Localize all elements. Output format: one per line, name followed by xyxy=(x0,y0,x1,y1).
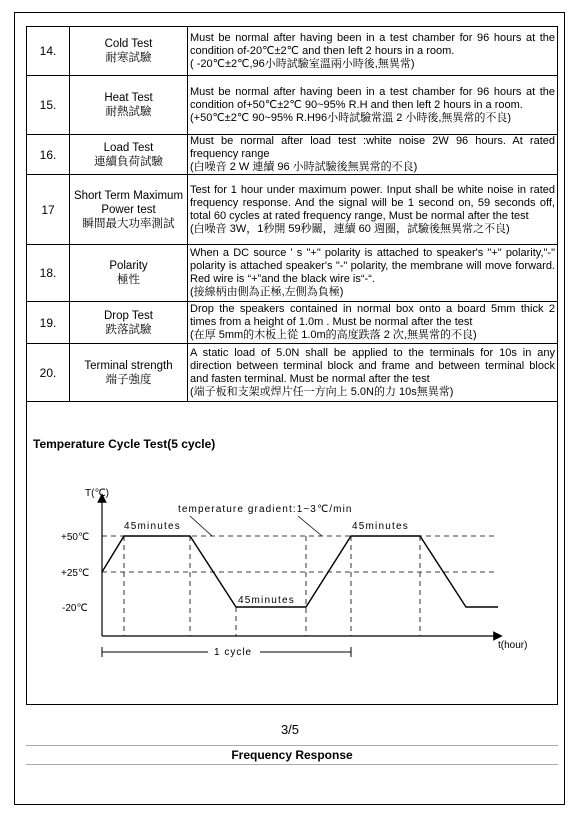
row-number: 17 xyxy=(27,175,70,245)
test-row xyxy=(27,135,558,175)
test-description-zh: (白噪音 2 W 連續 96 小時試驗後無異常的不良) xyxy=(190,161,418,173)
test-name-zh: 連續負荷試驗 xyxy=(94,155,163,168)
test-description-zh: ( -20℃±2℃,96小時試驗室溫兩小時後,無異常) xyxy=(190,57,415,70)
test-row xyxy=(27,175,558,245)
test-name-en: Terminal strength xyxy=(84,359,173,372)
test-description-en: When a DC source ' s "+" polarity is attached to speaker's "+" polarity,"-" polarity is attached speaker's "-" polarity, the membrane will move forward. Red wire is “+”and the black wire is“-“. xyxy=(190,247,555,285)
test-name-en: Drop Test xyxy=(103,309,153,322)
level-label-plus50: +50℃ xyxy=(61,532,90,543)
test-name xyxy=(70,344,188,402)
test-description xyxy=(188,76,558,135)
test-description xyxy=(188,175,558,245)
test-row xyxy=(27,344,558,402)
level-label-minus20: -20℃ xyxy=(62,603,88,614)
test-description xyxy=(188,344,558,402)
test-description-en: Must be normal after load test :white noise 2W 96 hours. At rated frequency range xyxy=(190,135,555,160)
test-description xyxy=(188,302,558,344)
test-description-zh: (在厚 5mm的木板上從 1.0m的高度跌落 2 次,無異常的不良) xyxy=(190,329,477,341)
test-description xyxy=(188,135,558,175)
test-name xyxy=(70,245,188,302)
gradient-pointer-left xyxy=(190,516,212,536)
gradient-pointer-right xyxy=(298,516,322,536)
test-name xyxy=(70,27,188,76)
test-name xyxy=(70,302,188,344)
test-description-en: Must be normal after having been in a test chamber for 96 hours at the condition of-20℃±2℃ and then left 2 hours in a room. xyxy=(190,31,555,57)
test-name-zh: 耐熱試驗 xyxy=(105,106,152,118)
row-number: 16. xyxy=(27,135,70,175)
test-name xyxy=(70,76,188,135)
temperature-cycle-diagram xyxy=(40,476,550,676)
temperature-profile-line xyxy=(102,536,498,607)
test-name-en: Cold Test xyxy=(104,38,153,50)
test-name-zh: 跌落試驗 xyxy=(105,323,152,336)
guide-lines xyxy=(102,536,498,636)
row-number: 20. xyxy=(27,344,70,402)
row-number: 18. xyxy=(27,245,70,302)
test-name-en: Polarity xyxy=(109,260,148,272)
temperature-cycle-title: Temperature Cycle Test(5 cycle) xyxy=(33,437,216,451)
test-name-zh: 耐寒試驗 xyxy=(105,52,152,64)
test-name xyxy=(70,135,188,175)
test-description xyxy=(188,27,558,76)
test-row xyxy=(27,76,558,135)
row-number: 19. xyxy=(27,302,70,344)
test-description-zh: (端子板和支架或焊片任一方向上 5.0N的力 10s無異常) xyxy=(190,385,454,398)
dwell-label-3: 45minutes xyxy=(352,521,409,532)
test-name-zh: 端子強度 xyxy=(105,373,152,386)
test-description-en: Test for 1 hour under maximum power. Input shall be white noise in rated frequency response. And the signal will be 1 second on, 59 seconds off, total 60 cycles at rated frequency range, Must be normal after the test xyxy=(190,183,555,222)
level-label-plus25: +25℃ xyxy=(61,568,90,579)
x-axis-label: t(hour) xyxy=(498,640,528,651)
section-title: Frequency Response xyxy=(26,745,558,765)
test-description-zh: (+50℃±2℃ 90~95% R.H96小時試驗常溫 2 小時後,無異常的不良) xyxy=(190,111,512,124)
row-number: 15. xyxy=(27,76,70,135)
dwell-label-2: 45minutes xyxy=(238,595,295,606)
test-row xyxy=(27,27,558,76)
test-spec-table xyxy=(26,26,558,402)
test-description-en: Must be normal after having been in a test chamber for 96 hours at the condition of+50℃±2℃ 90~95% R.H and then left 2 hours in a room. xyxy=(190,85,555,111)
test-description-zh: (白噪音 3W，1秒開 59秒關，連續 60 週圈，試驗後無異常之不良) xyxy=(190,222,510,235)
page-number: 3/5 xyxy=(280,722,300,737)
y-axis-label: T(℃) xyxy=(85,488,109,499)
test-description-en: A static load of 5.0N shall be applied to the terminals for 10s in any direction between terminal block and frame and between terminal block and fasten terminal. Must be normal after the test xyxy=(190,346,555,385)
test-name-en: Heat Test xyxy=(104,92,153,104)
test-name xyxy=(70,175,188,245)
gradient-label: temperature gradient:1~3℃/min xyxy=(178,504,353,515)
row-number: 14. xyxy=(27,27,70,76)
test-description xyxy=(188,245,558,302)
test-row xyxy=(27,302,558,344)
test-name-en: Short Term Maximum Power test xyxy=(73,189,184,216)
test-description-en: Drop the speakers contained in normal box onto a board 5mm thick 2 times from a height of 1.0m . Must be normal after the test xyxy=(190,303,555,328)
test-row xyxy=(27,245,558,302)
test-description-zh: (接線柄由側為正極,左側為負極) xyxy=(190,286,344,298)
cycle-label: 1 cycle xyxy=(214,647,253,658)
test-name-en: Load Test xyxy=(103,141,154,154)
test-name-zh: 極性 xyxy=(117,274,140,286)
dwell-label-1: 45minutes xyxy=(124,521,181,532)
test-name-zh: 瞬間最大功率測試 xyxy=(82,217,175,230)
